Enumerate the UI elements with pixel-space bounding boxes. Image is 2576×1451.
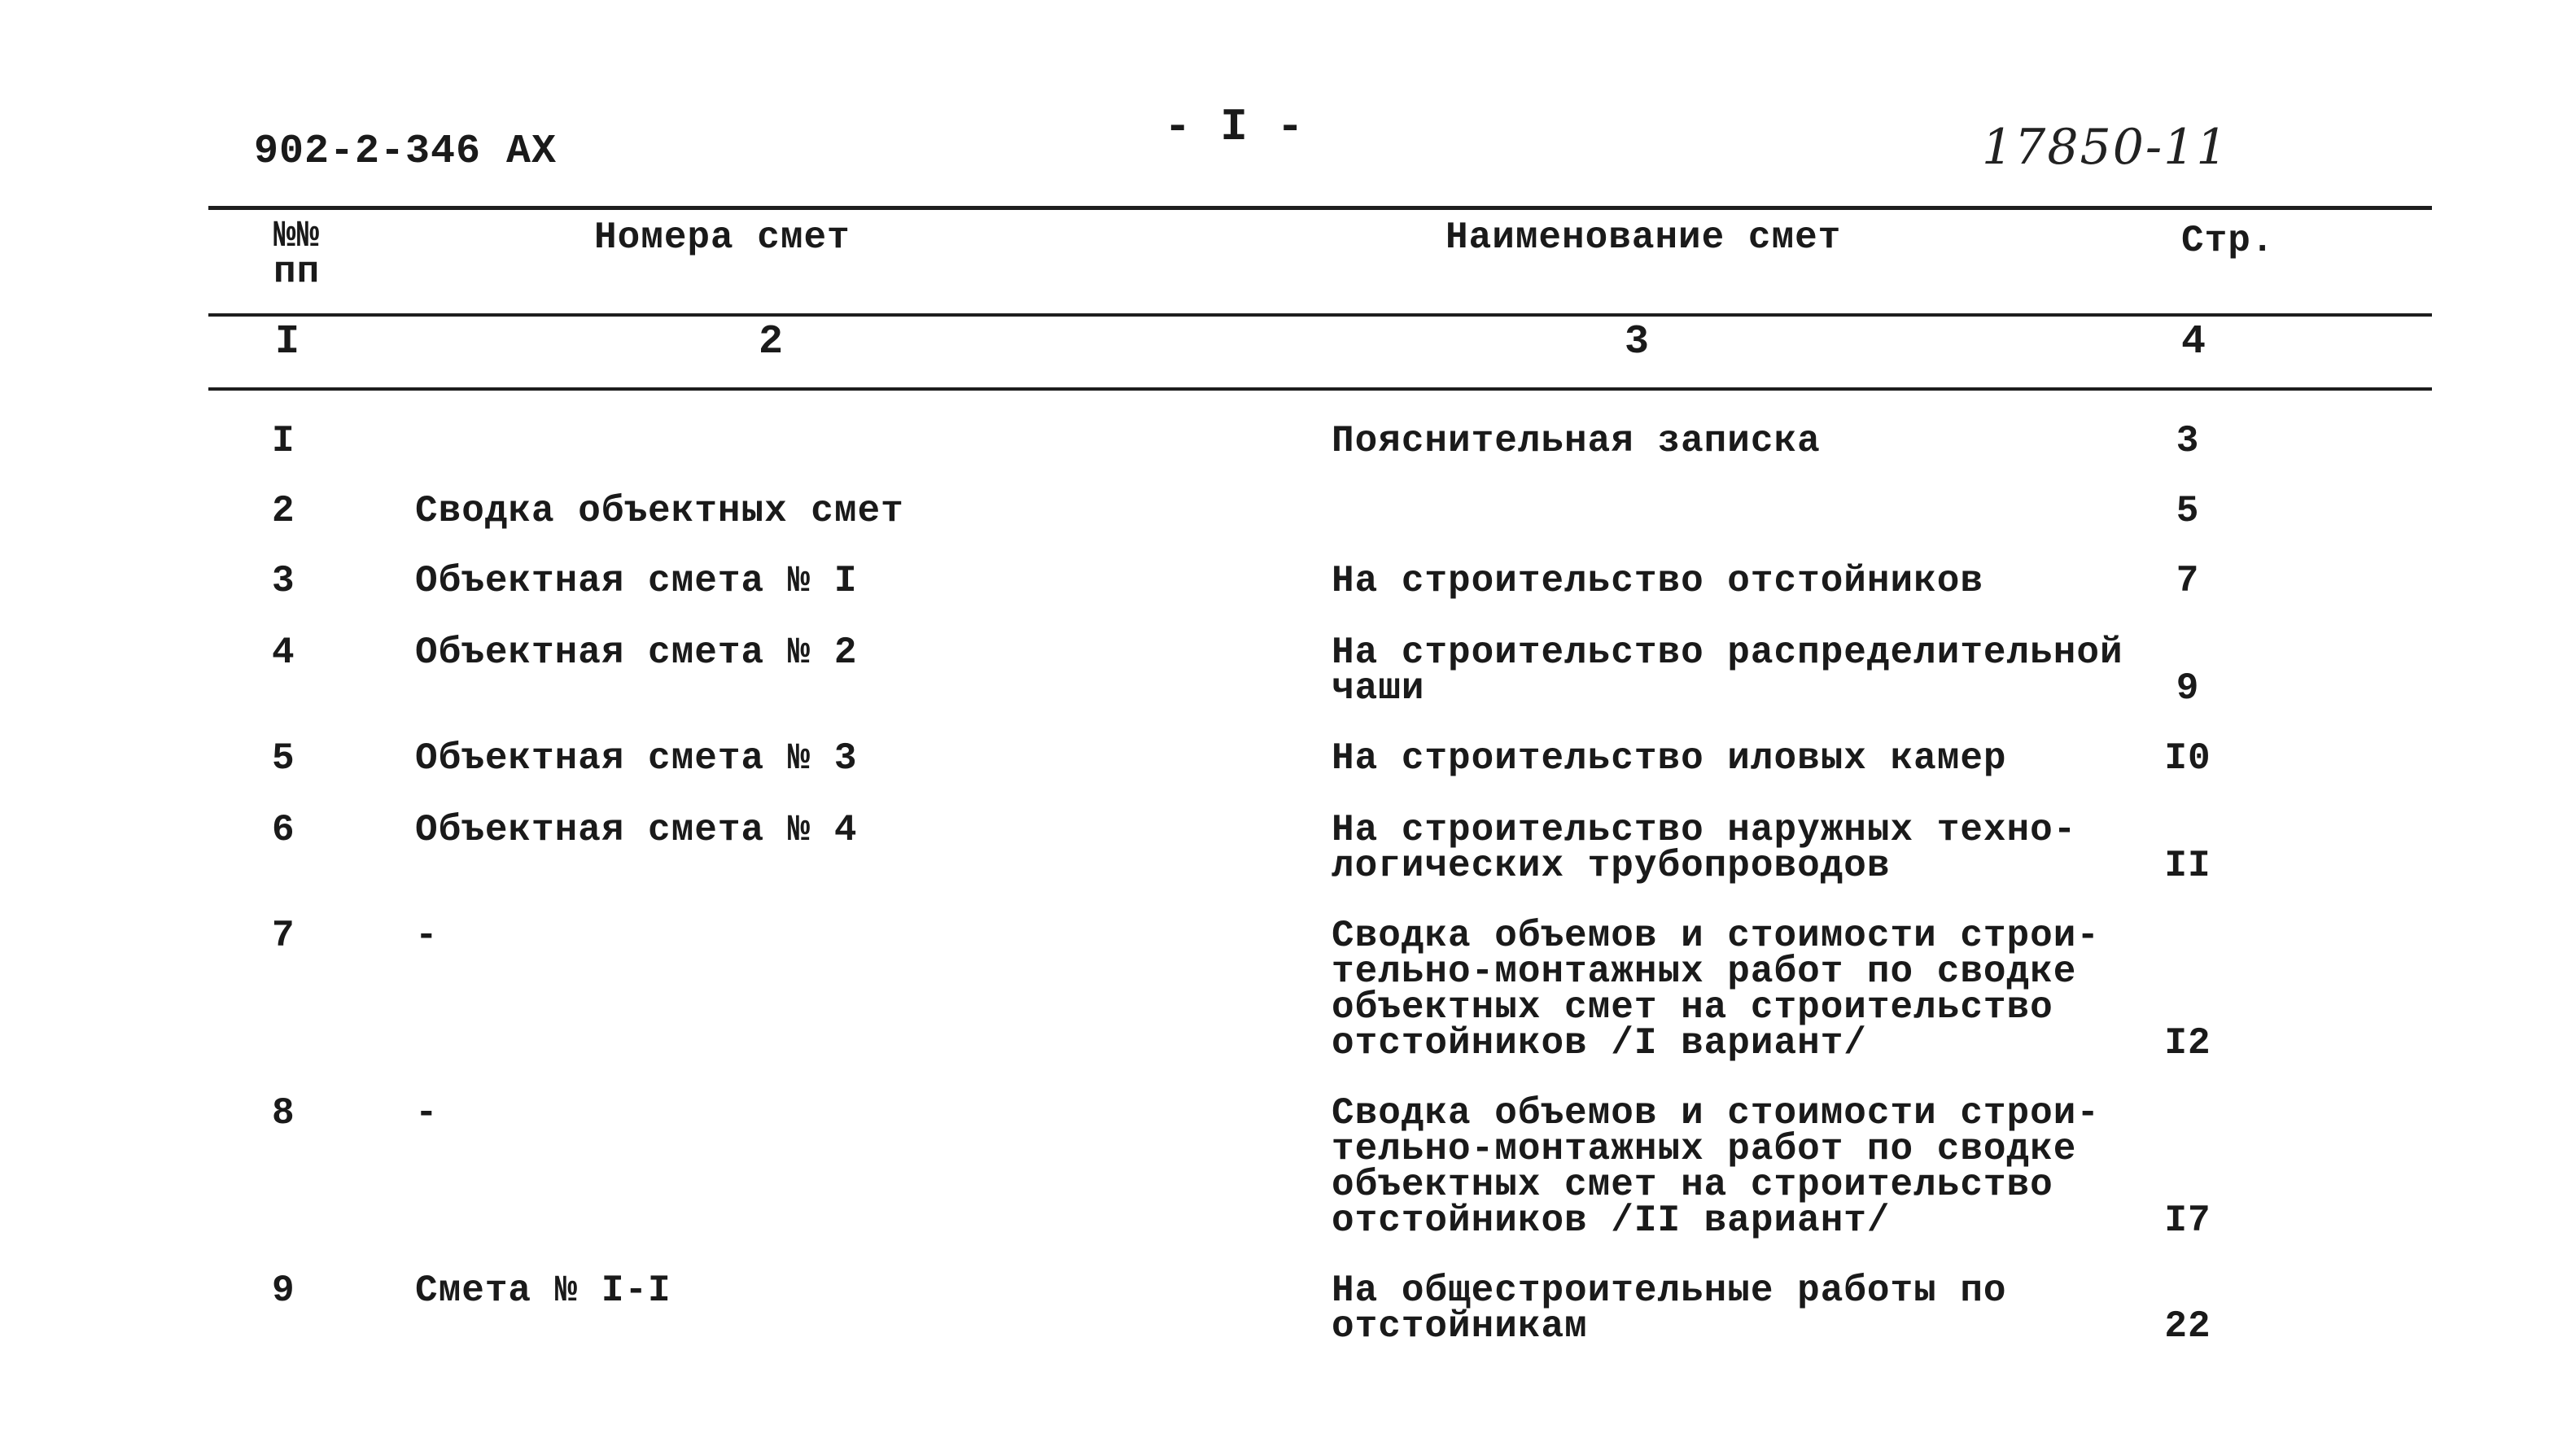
column-index-2: 2 bbox=[759, 319, 785, 365]
row-estimate-number: Объектная смета № 4 bbox=[415, 809, 858, 851]
table-top-rule bbox=[208, 206, 2432, 210]
row-page: I0 bbox=[2164, 737, 2211, 780]
column-header-page: Стр. bbox=[2181, 220, 2275, 262]
column-header-estimate-numbers: Номера смет bbox=[594, 216, 851, 259]
row-page: 9 bbox=[2176, 667, 2200, 710]
row-number: 7 bbox=[272, 915, 295, 957]
row-page: I7 bbox=[2164, 1200, 2211, 1242]
row-estimate-name: На строительство распределительной чаши bbox=[1332, 632, 2123, 710]
row-estimate-number: Смета № I-I bbox=[415, 1270, 671, 1312]
column-index-3: 3 bbox=[1625, 319, 1651, 365]
row-page: 3 bbox=[2176, 420, 2200, 462]
row-estimate-name: На строительство иловых камер bbox=[1332, 737, 2007, 780]
handwritten-archive-number: 17850-11 bbox=[1982, 119, 2229, 176]
row-estimate-name: Сводка объемов и стоимости строи- тельно-монтажных работ по сводке объектных смет на строительство отстойников /II вариант/ bbox=[1332, 1092, 2100, 1242]
row-number: 2 bbox=[272, 490, 295, 532]
row-number: 6 bbox=[272, 809, 295, 851]
row-page: 22 bbox=[2164, 1305, 2211, 1348]
row-estimate-number: Объектная смета № 2 bbox=[415, 632, 858, 674]
row-estimate-name: На строительство отстойников bbox=[1332, 560, 1983, 602]
row-estimate-number: Сводка объектных смет bbox=[415, 490, 904, 532]
document-code: 902-2-346 АХ bbox=[254, 129, 558, 175]
row-number: I bbox=[272, 420, 295, 462]
row-estimate-name: На строительство наружных техно- логических трубопроводов bbox=[1332, 809, 2077, 887]
column-index-4: 4 bbox=[2181, 319, 2207, 365]
row-page: 5 bbox=[2176, 490, 2200, 532]
column-header-number-line1: №№ bbox=[273, 215, 321, 257]
row-number: 4 bbox=[272, 632, 295, 674]
column-header-estimate-names: Наименование смет bbox=[1445, 216, 1842, 259]
row-estimate-name: Сводка объемов и стоимости строи- тельно-монтажных работ по сводке объектных смет на строительство отстойников /I вариант/ bbox=[1332, 915, 2100, 1064]
row-page: II bbox=[2164, 845, 2211, 887]
row-number: 5 bbox=[272, 737, 295, 780]
row-number: 8 bbox=[272, 1092, 295, 1134]
row-estimate-number: - bbox=[415, 1092, 439, 1134]
row-page: 7 bbox=[2176, 560, 2200, 602]
column-header-number-line2: пп bbox=[273, 251, 321, 293]
row-estimate-name: На общестроительные работы по отстойникам bbox=[1332, 1270, 2007, 1348]
row-estimate-number: - bbox=[415, 915, 439, 957]
row-estimate-number: Объектная смета № I bbox=[415, 560, 858, 602]
header-divider-rule bbox=[208, 313, 2432, 317]
column-header-number bbox=[273, 215, 321, 293]
row-estimate-number: Объектная смета № 3 bbox=[415, 737, 858, 780]
row-estimate-name: Пояснительная записка bbox=[1332, 420, 1821, 462]
row-number: 9 bbox=[272, 1270, 295, 1312]
row-number: 3 bbox=[272, 560, 295, 602]
page-number: - I - bbox=[1164, 101, 1305, 153]
column-index-1: I bbox=[275, 319, 301, 365]
column-index-rule bbox=[208, 387, 2432, 391]
row-page: I2 bbox=[2164, 1022, 2211, 1064]
